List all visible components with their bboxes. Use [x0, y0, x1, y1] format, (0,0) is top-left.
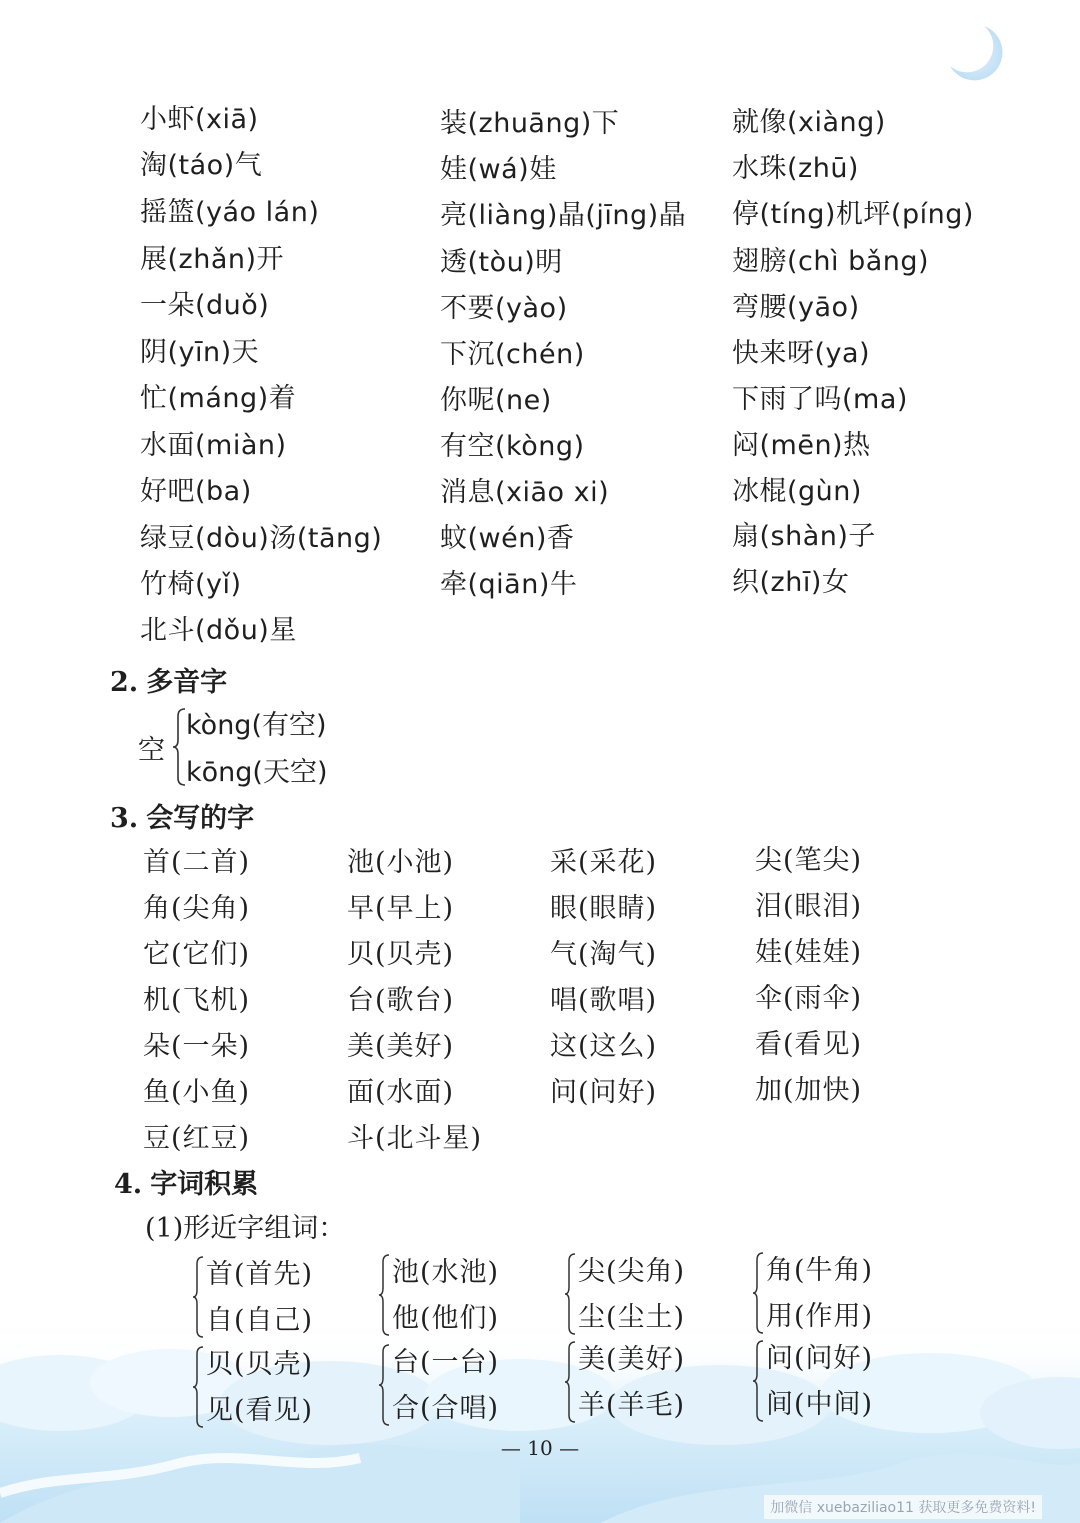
vocab-item: 绿豆(dòu)汤(tāng) — [140, 523, 383, 554]
char-item: 采(采花) — [550, 847, 658, 878]
vocab-item: 娃(wá)娃 — [440, 154, 557, 185]
vocab-item: 阴(yīn)天 — [140, 337, 260, 368]
vocab-item: 下雨了吗(ma) — [732, 384, 908, 415]
section-number: 2. — [110, 667, 139, 698]
pair-word: 问(问好) — [766, 1343, 874, 1374]
pair-word: 池(水池) — [392, 1257, 500, 1288]
left-brace-icon — [564, 1341, 576, 1423]
vocab-item: 就像(xiàng) — [732, 107, 886, 138]
char-item: 问(问好) — [550, 1077, 658, 1108]
vocab-item: 淘(táo)气 — [140, 150, 263, 181]
vocab-item: 冰棍(gùn) — [732, 476, 862, 507]
vocab-item: 停(tíng)机坪(píng) — [732, 199, 974, 230]
vocab-item: 蚊(wén)香 — [440, 523, 575, 554]
moon-icon — [944, 22, 1008, 86]
char-item: 眼(眼睛) — [550, 893, 658, 924]
section-4-title — [114, 1162, 258, 1201]
section-2-title — [110, 660, 227, 699]
char-item: 早(早上) — [347, 893, 455, 924]
vocab-item: 水面(miàn) — [140, 430, 287, 461]
vocab-item: 北斗(dǒu)星 — [140, 615, 297, 646]
char-item: 池(小池) — [347, 847, 455, 878]
vocab-item: 闷(mēn)热 — [732, 430, 871, 461]
pair-word: 见(看见) — [206, 1395, 314, 1426]
char-pair — [752, 1334, 902, 1426]
pair-word: 间(中间) — [766, 1389, 874, 1420]
left-brace-icon — [752, 1340, 764, 1422]
pair-word: 美(美好) — [578, 1344, 686, 1375]
vocab-item: 不要(yào) — [440, 293, 568, 324]
char-item: 气(淘气) — [550, 939, 658, 970]
char-item: 它(它们) — [143, 939, 251, 970]
pair-word: 自(自己) — [206, 1305, 314, 1336]
char-item: 角(尖角) — [143, 893, 251, 924]
vocab-item: 亮(liàng)晶(jīng)晶 — [440, 200, 687, 231]
vocab-item: 摇篮(yáo lán) — [140, 197, 320, 228]
vocab-item: 织(zhī)女 — [732, 567, 850, 598]
section-number: 3. — [110, 803, 139, 834]
section-title-text: 多音字 — [146, 667, 228, 698]
left-brace-icon — [192, 1256, 204, 1338]
vocab-item: 有空(kòng) — [440, 431, 585, 462]
subsection-title: (1)形近字组词： — [145, 1213, 346, 1244]
vocab-item: 忙(máng)着 — [140, 383, 297, 414]
char-item: 机(飞机) — [143, 985, 251, 1016]
pair-word: 尖(尖角) — [578, 1256, 686, 1287]
char-pair — [192, 1340, 342, 1432]
left-brace-icon — [378, 1254, 390, 1336]
char-pair — [378, 1338, 528, 1430]
char-pair — [564, 1335, 714, 1427]
pair-word: 羊(羊毛) — [578, 1390, 686, 1421]
left-brace-icon — [752, 1252, 764, 1334]
char-item: 尖(笔尖) — [755, 845, 863, 876]
pair-word: 合(合唱) — [392, 1393, 500, 1424]
char-item: 鱼(小鱼) — [143, 1077, 251, 1108]
vocab-item: 快来呀(ya) — [732, 338, 871, 369]
vocab-item: 扇(shàn)子 — [732, 521, 876, 552]
pair-word: 首(首先) — [206, 1259, 314, 1290]
char-pair — [192, 1250, 342, 1342]
char-item: 看(看见) — [755, 1029, 863, 1060]
watermark-text: 加微信 xuebaziliao11 获取更多免费资料! — [764, 1495, 1042, 1519]
section-3-title — [110, 796, 254, 835]
left-brace-icon — [564, 1253, 576, 1335]
char-item: 美(美好) — [347, 1031, 455, 1062]
vocab-item: 竹椅(yǐ) — [140, 569, 242, 600]
pair-word: 用(作用) — [766, 1301, 874, 1332]
section-title-text: 会写的字 — [146, 803, 255, 834]
vocab-item: 弯腰(yāo) — [732, 292, 860, 323]
pair-word: 贝(贝壳) — [206, 1349, 314, 1380]
char-item: 台(歌台) — [347, 985, 455, 1016]
char-item: 豆(红豆) — [143, 1123, 251, 1154]
pair-word: 角(牛角) — [766, 1255, 874, 1286]
char-item: 贝(贝壳) — [347, 939, 455, 970]
vocab-item: 消息(xiāo xi) — [440, 477, 610, 508]
vocab-item: 小虾(xiā) — [140, 104, 259, 135]
pair-word: 台(一台) — [392, 1347, 500, 1378]
vocab-item: 好吧(ba) — [140, 476, 252, 507]
left-brace-icon — [172, 708, 186, 786]
page-number: — 10 — — [500, 1436, 580, 1460]
vocab-item: 翅膀(chì bǎng) — [732, 246, 930, 277]
vocab-item: 一朵(duǒ) — [140, 290, 270, 321]
char-item: 这(这么) — [550, 1031, 658, 1062]
section-title-text: 字词积累 — [150, 1169, 259, 1200]
char-item: 首(二首) — [143, 847, 251, 878]
char-item: 斗(北斗星) — [347, 1123, 483, 1154]
polyphone-char: 空 — [138, 735, 165, 766]
vocab-item: 展(zhǎn)开 — [140, 244, 285, 275]
char-item: 娃(娃娃) — [755, 937, 863, 968]
pair-word: 尘(尘土) — [578, 1302, 686, 1333]
polyphone-reading: kōng(天空) — [186, 757, 328, 788]
char-pair — [564, 1247, 714, 1339]
vocab-item: 透(tòu)明 — [440, 247, 563, 278]
char-item: 朵(一朵) — [143, 1031, 251, 1062]
left-brace-icon — [378, 1344, 390, 1426]
char-item: 加(加快) — [755, 1075, 863, 1106]
vocab-item: 下沉(chén) — [440, 339, 585, 370]
section-number: 4. — [114, 1169, 143, 1200]
char-item: 面(水面) — [347, 1077, 455, 1108]
vocab-item: 水珠(zhū) — [732, 153, 859, 184]
char-item: 唱(歌唱) — [550, 985, 658, 1016]
vocab-item: 装(zhuāng)下 — [440, 108, 620, 139]
char-pair — [378, 1248, 528, 1340]
char-item: 泪(眼泪) — [755, 891, 863, 922]
vocab-item: 你呢(ne) — [440, 385, 552, 416]
vocab-item: 牵(qiān)牛 — [440, 569, 578, 600]
char-pair — [752, 1246, 902, 1338]
left-brace-icon — [192, 1346, 204, 1428]
polyphone-reading: kòng(有空) — [186, 710, 327, 741]
pair-word: 他(他们) — [392, 1303, 500, 1334]
char-item: 伞(雨伞) — [755, 983, 863, 1014]
